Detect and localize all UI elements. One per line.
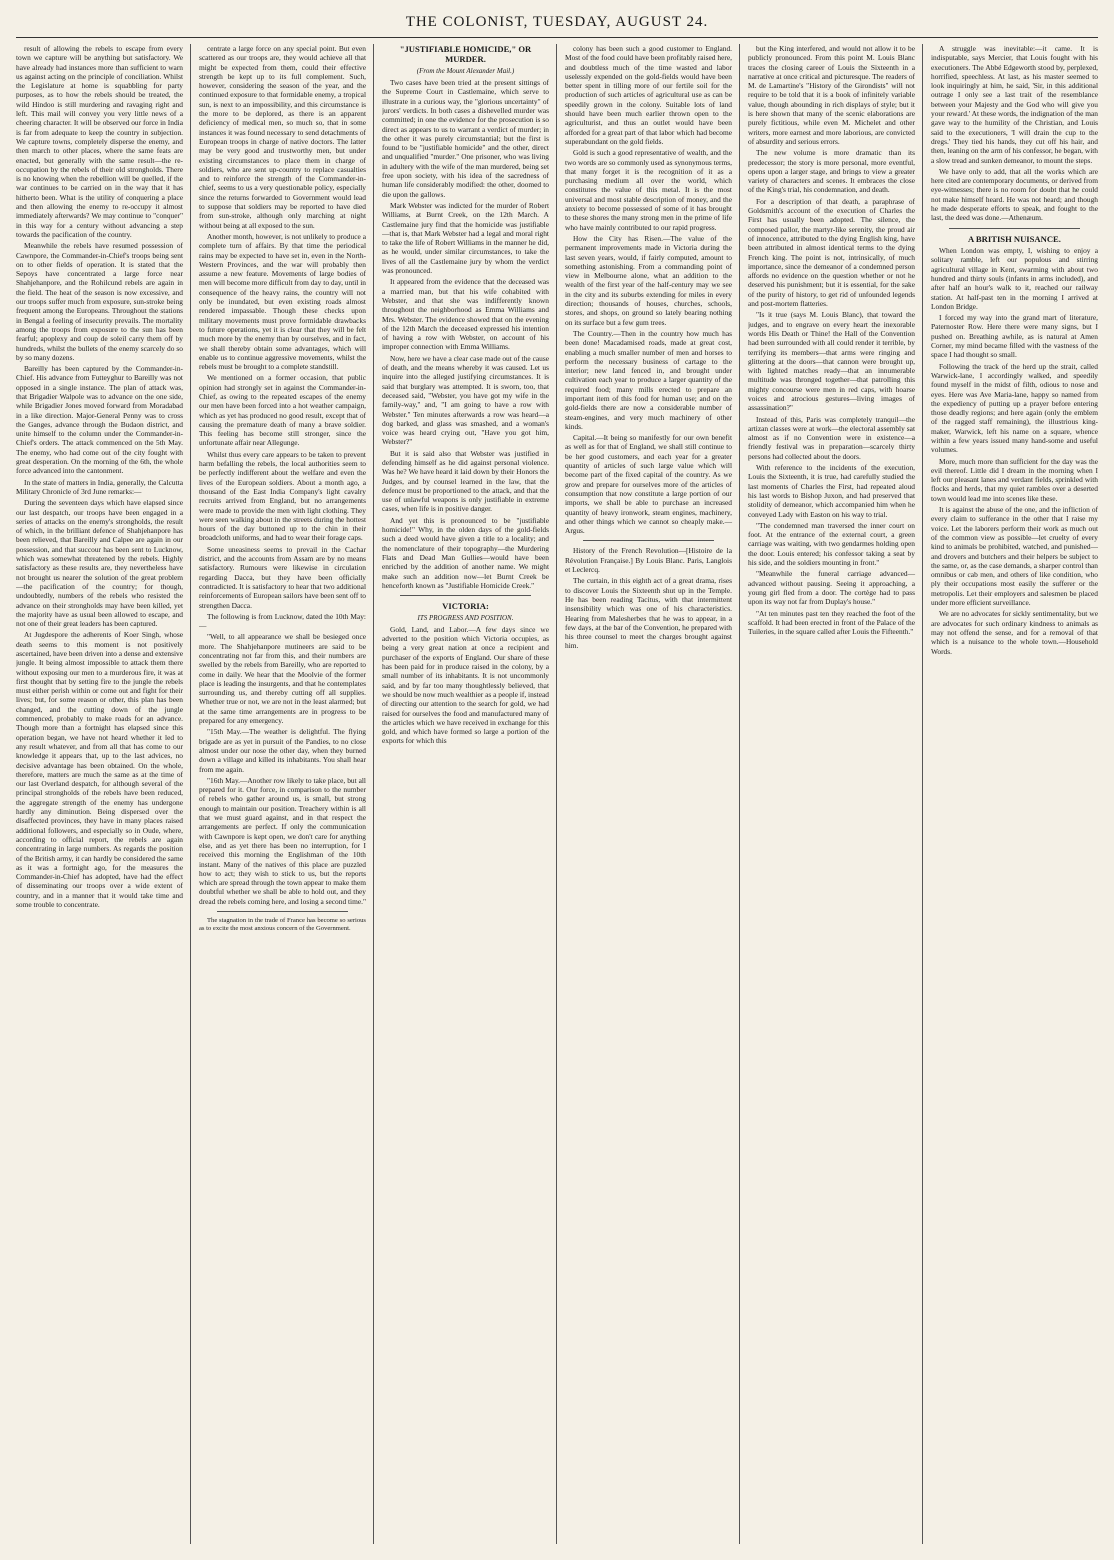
paragraph: centrate a large force on any special point. But even scattered as our troops are, they would achieve all that might be expected from them, could their effective strength be kept up to its full complement. Such, however, considering the season of the year, and the continued exposure to that formidable enemy, a tropical sun, is next to an impossibility, and this circumstance is the more to be deplored, as there is an apparent deficiency of medical men, so much so, that in some instances it was found necessary to send detachments of European troops in charge of native doctors. The latter may be very good and trustworthy men, but under existing circumstances to place them in charge of soldiers, who are sent up-country to replace casualties and to reinforce the strength of the Commander-in-chief, seems to us a very questionable policy, especially since the returns forwarded to Government would lead to suppose that soldiers may be reported to have died from sun-stroke, although only marching at night without being at all exposed to the sun. (199, 44, 366, 230)
paragraph: Whilst thus every care appears to be taken to prevent harm befalling the rebels, the local authorities seem to be perfectly indifferent about the welfare and even the lives of the European soldiers. About a month ago, a thousand of the East India Company's light cavalry recruits arrived from England, but no arrangements were made to provide the men with light clothing. They were seen walking about in the streets during the hottest hours of the day buttoned up to the chin in their broadcloth uniforms, and had to wear their forage caps. (199, 449, 366, 543)
paragraph: During the seventeen days which have elapsed since our last despatch, our troops have been engaged in a series of attacks on the enemy's strongholds, the result of which, in the brilliant defence of Shahjehanpore has been relieved, that Bareilly and Calpee are again in our possession, and that succour has been sent to Lucknow, which was somewhat threatened by the rebels. Highly satisfactory as these results are, they nevertheless have not brought us nearer the solution of the great problem—the pacification of the country; for though, undoubtedly, numbers of the rebels who resisted the advance on their strongholds may have been killed, yet the majority have as usual been allowed to escape, and not one of their great leaders has been captured. (16, 498, 183, 629)
paragraph: "Well, to all appearance we shall be besieged once more. The Shahjehanpore mutineers are said to be concentrating not far from this, and their numbers are swelled by the rebels from Bareilly, who are reported to come in daily. We hear that the Moolvie of the former place is leading the insurgents, and that he contemplates surrounding us, and thereby cutting off all supplies. Whether true or not, we are not in the least alarmed; but at the same time arrangements are in progress to be prepared for any emergency. (199, 632, 366, 726)
article-headline: A BRITISH NUISANCE. (968, 233, 1061, 244)
paragraph: Some uneasiness seems to prevail in the Cachar district, and the accounts from Assam are by no means satisfactory. Rumours were likewise in circulation regarding Dacca, but they have been officially contradicted. It is satisfactory to hear that two additional reinforcements of European sailors have been sent off to strengthen Dacca. (199, 544, 366, 610)
paragraph: How the City has Risen.—The value of the permanent improvements made in Victoria during the last seven years, would, if fairly computed, amount to something astonishing. From a commanding point of view in Melbourne alone, what an addition to the wealth of the first year of the half-century may we see in the city and its suburbs extending for miles in every direction; thousands of houses, churches, schools, stores, and shops, on ground so lately bearing nothing on its surface but a few gum trees. (565, 233, 732, 327)
paragraph: It is against the abuse of the one, and the infliction of every claim to sufferance in the other that I raise my voice. Let the laborers perform their work as much out of the common view as possible—let cruelty of every kind to animals be prohibited, watched, and punished—and drovers and butchers and their helpers be subject to the same, or, as the case demands, a sharper control than omnibus or cab men, and others of like condition, who ply their occupations most easily the sufferer or the metropolis. Let their employers and salesmen be placed under more efficient surveillance. (931, 505, 1098, 608)
paragraph: The new volume is more dramatic than its predecessor; the story is more personal, more eventful, opens upon a larger stage, and brings to view a greater variety of characters and scenes. It embraces the close of the King's trial, his condemnation, and death. (748, 148, 915, 195)
paragraph: Gold, Land, and Labor.—A few days since we adverted to the position which Victoria occupies, as being a very great nation at once a recipient and purchaser of the exports of England. Our share of these has been paid for in produce raised in the colony, by a small number of its inhabitants. It is not uncommonly said, and by far too many thoughtlessly believed, that we should be now much wealthier as a people if, instead of directing our attention to the search for gold, we had raised for ourselves the food and manufactured many of the articles which we have received in exchange for this gold, and which have formed so large a portion of the exports for which this (382, 624, 549, 746)
article-headline: VICTORIA: (442, 601, 489, 612)
paragraph: Now, here we have a clear case made out of the cause of death, and the means whereby it was caused. Let us inquire into the alleged justifying circumstances. It is said that burglary was attempted. It is sworn, too, that deceased said, "Webster, you have got my wife in the family-way," and, "I am going to have a row with Webster." Ten minutes afterwards a row was heard—a dog barked, and glass was smashed, and a woman's voice was heard crying out, "Have you got him, Webster?" (382, 353, 549, 447)
article-headline: "JUSTIFIABLE HOMICIDE," OR MURDER. (399, 44, 532, 65)
divider (400, 595, 531, 596)
paragraph: Bareilly has been captured by the Commander-in-Chief. His advance from Futteyghur to Bareilly was not opposed in a single instance. The plan of attack was, that Brigadier Walpole was to advance on the one side, while Brigadier Jones moved forward from Moradabad in a like direction. Major-General Penny was to cross the Ganges, advance through the Budaon district, and unite himself to the column under the Commander-in-Chief's orders. The attack commenced on the 5th May. The enemy, who had come out of the city fought with great desperation. On the morning of the 6th, the whole force advanced into the cantonment. (16, 364, 183, 476)
column-6 (931, 44, 1098, 1544)
paragraph: Capital.—It being so manifestly for our own benefit as well as for that of England, we shall still continue to be her good customers, and each year for a greater quantity of articles of such large value which will become part of the fixed capital of the country. As we grow and prepare for ourselves more of the articles of consumption that now constitute a large portion of our imports, we shall be able to purchase an increased quantity of heavy ironwork, steam engines, machinery, and other things which we cannot so cheaply make.—Argus. (565, 433, 732, 536)
divider (949, 228, 1080, 229)
paragraph: I forced my way into the grand mart of literature, Paternoster Row. Here there were many signs, but I pushed on. Breathing awhile, as is natural at Amen Corner, my mind became filled with the vastness of the space I had thought so small. (931, 313, 1098, 360)
article-subheadline: ITS PROGRESS AND POSITION. (417, 613, 514, 622)
paragraph: We mentioned on a former occasion, that public opinion had strongly set in against the Commander-in-Chief, as owing to the repeated escapes of the enemy our men have been forced into a hot weather campaign, which as yet has produced no good result, except that of causing the premature death of many a brave soldier. This feeling has become still stronger, since the unfortunate affair near Allegunge. (199, 373, 366, 448)
paragraph: "The condemned man traversed the inner court on foot. At the entrance of the external court, a green carriage was waiting, with two gendarmes holding open the door. Louis entered; his confessor taking a seat by his side, and the soldiers mounting in front." (748, 520, 915, 568)
paragraph: We are no advocates for sickly sentimentality, but we are advocates for such ordinary kindness to animals as may not offend the sense, and for a removal of that which is a nuisance to the whole town.—Household Words. (931, 609, 1098, 656)
paragraph: "15th May.—The weather is delightful. The flying brigade are as yet in pursuit of the Pandies, to no close almost under our nose the other day, when they burned down a village and killed its inhabitants. You shall hear from me again. (199, 727, 366, 774)
paragraph: It appeared from the evidence that the deceased was a married man, but that his wife cohabited with Webster, and that she was indifferently known throughout the neighborhood as Emma Williams and Mrs. Webster. The evidence showed that on the evening of the 12th March the deceased expressed his intention of having a row with Webster, on account of his improper connection with Emma Williams. (382, 277, 549, 352)
divider (583, 540, 714, 541)
column-2 (199, 44, 374, 1544)
paragraph: When London was empty, I, wishing to enjoy a solitary ramble, left our populous and stirring agricultural village in Kent, swarming with about two hundred and thirty souls (infants in arms included), and after half an hour's walk to it, reached our railway station. At half-past ten in the morning I arrived at London Bridge. (931, 246, 1098, 311)
paragraph: Another month, however, is not unlikely to produce a complete turn of affairs. By that time the periodical rains may be expected to have set in, even in the North-Western Provinces, and the war will probably then assume a new feature. Movements of large bodies of men will become more difficult from day to day, until in consequence of the heavy rains, the country will not only be inundated, but even existing roads almost rendered impassable. Though these checks upon military movements must prove formidable drawbacks to future operations, yet it is clear that they will be felt much more by the enemy than by ourselves, and in fact, we shall thereby obtain some advantages, which will enable us to continue aggressive movements, whilst the rebels must be brought to a complete standstill. (199, 231, 366, 372)
paragraph: But it is said also that Webster was justified in defending himself as he did against personal violence. Was he? We have heard it laid down by their Honors the Judges, and by counsel learned in the law, that the defence must be proportioned to the attack, and that the use of unlawful weapons is only justifiable in extreme cases, when life is in positive danger. (382, 448, 549, 514)
paragraph: The following is from Lucknow, dated the 10th May:— (199, 611, 366, 631)
paragraph: "Is it true (says M. Louis Blanc), that toward the judges, and to engrave on every heart the inexorable words His Death or Thine! the Hall of the Convention had been surrounded with all could render it terrible, by terrifying its members—that arms were ringing and glittering at the doors—that cannon were brought up, with lighted matches ready—that an innumerable multitude was thronged together—that patrolling this mighty concourse were men in red caps, with hoarse voices and atrocious gestures—living images of assassination?" (748, 310, 915, 413)
footnote: The stagnation in the trade of France has become so serious as to excite the most anxious concern of the Government. (199, 917, 366, 933)
paragraph: More, much more than sufficient for the day was the evil thereof. Little did I dream in the morning when I left our pleasant lanes and verdant fields, sprinkled with flocks and herds, that my quiet rambles over a deserted town would lead me into scenes like these. (931, 456, 1098, 503)
paragraph: colony has been such a good customer to England. Most of the food could have been profitably raised here, and doubtless much of the time wasted and labor uselessly expended on the gold-fields would have been better spent in tilling more of our fertile soil for the production of such articles of agricultural use as can be speedily grown in the colony. Suitable lots of land should have been much earlier thrown open to the agriculturist, and thus an outlet would have been afforded for a great part of that labor which had become superabundant on the gold fields. (565, 44, 732, 146)
paragraph: Mark Webster was indicted for the murder of Robert Williams, at Burnt Creek, on the 12th March. A Castlemaine jury find that the homicide was justifiable—that is, that Mark Webster had a legal and moral right to take the life of Robert Williams in the manner he did, as he would, under similar circumstances, to take the lives of all the Castlemaine jury by whom the verdict was pronounced. (382, 200, 549, 276)
divider (217, 911, 348, 912)
paragraph: Two cases have been tried at the present sittings of the Supreme Court in Castlemaine, which serve to illustrate in a curious way, the "glorious uncertainty" of jurors' verdicts. In both cases a dishevelled murder was committed; in one the evidence for the prosecution is so direct as appears to us to warrant a verdict of murder; in the other it was purely circumstantial; but the first is found to be "justifiable homicide" and the other, direct and unqualified "murder." One prisoner, who was living in adultery with the wife of the man murdered, being set free upon society, with his idea of the sacredness of human life considerably modified: the other, doomed to die upon the gallows. (382, 78, 549, 199)
paragraph: "At ten minutes past ten they reached the foot of the scaffold. It had been erected in front of the Palace of the Tuileries, in the square called after Louis the Fifteenth." (748, 608, 915, 637)
columns (16, 44, 1098, 1544)
paragraph: And yet this is pronounced to be "justifiable homicide!" Why, in the olden days of the gold-fields such a deed would have given a title to a locality; and the nomenclature of their topography—the Murdering Flats and Dead Man Gullies—would have been enriched by the addition of another name. We might make such an addition now—let Burnt Creek be henceforth known as "Justifiable Homicide Creek." (382, 515, 549, 590)
paragraph: "Meanwhile the funeral carriage advanced—advanced without pausing. Seeing it approaching, a young girl fled from a door. The cortège had to pass upon its way not far from Duplay's house." (748, 569, 915, 607)
paragraph: The curtain, in this eighth act of a great drama, rises to discover Louis the Sixteenth shut up in the Temple. He has been reading Tacitus, with that intermittent insensibility which was one of his characteristics. Hearing from Malesherbes that he was to appear, in a few days, at the bar of the Convention, he prepared with his three counsel to meet the charges brought against him. (565, 576, 732, 651)
column-5 (748, 44, 923, 1544)
paragraph: result of allowing the rebels to escape from every town we capture will be anything but satisfactory. We have already had instances more than sufficient to warn us against acting on the principle of conciliation. Whilst the Legislature at home is squabbling for party purposes, as to how the rebels should be treated, the wild Hindoo is still murdering and ravaging right and left. This mail will convey you very little news of a cheering character. It will be observed our force in India is far from adequate to keep the country in subjection. We capture towns, completely disperse the enemy, and then march to other places, where the same feats are enacted, but generally with the same result—the re-occupation by the rebels of their old strongholds. There is no knowing when the rebellion will be quelled, if the war continues to be carried on in the way that it has hitherto been. What is the utility of conquering a place and then allowing the enemy to re-occupy it almost immediately afterwards? We may continue to "conquer" in this way for a century without advancing a step towards the pacification of the country. (16, 44, 183, 239)
paragraph: A struggle was inevitable:—it came. It is indisputable, says Mercier, that Louis fought with his executioners. The Abbé Edgeworth stood by, perplexed, horrified, speechless. At last, as his master seemed to look inquiringly at him, he said, 'Sir, in this additional outrage I only see a last trait of the resemblance between your Majesty and the God who will give you your reward.' At these words, the indignation of the man gave way to the humility of the Christian, and Louis said to the executioners, 'I will drain the cup to the dregs.' They tied his hands, they cut off his hair, and then, leaning on the arm of his confessor, he began, with a slow tread and sunken demeanor, to mount the steps. (931, 44, 1098, 165)
masthead: THE COLONIST, TUESDAY, AUGUST 24. (16, 14, 1098, 38)
paragraph: For a description of that death, a paraphrase of Goldsmith's account of the execution of Charles the First has usually been adopted. The silence, the composed pallor, the martyr-like serenity, the proud air of innocence, attributed to the dying English king, have been attributed in almost identical terms to the dying French king. The point is not, intrinsically, of much importance, since the demeanor of a condemned person affords no evidence on the question whether or not he deserved his punishment; but it is essential, for the sake of the purity of history, to get rid of unfounded legends and post-mortem flatteries. (748, 196, 915, 309)
paragraph: Following the track of the herd up the strait, called Warwick-lane, I accordingly walked, and speedily found myself in the midst of filth, odious to nose and eyes. Here was Ave Maria-lane, happy so named from the expediency of putting up a prayer before entering those deadly regions; and here again (only the emblem of the ragged staff remaining), the illustrious king-maker, Warwick, left his name on a square, whence within a few years issued many hand-some and useful volumes. (931, 361, 1098, 455)
paragraph: Instead of this, Paris was completely tranquil—the artizan classes were at work—the electoral assembly sat almost as if no Convention were in existence—a friendly festival was in preparation—scarcely thirty persons had collected about the doors. (748, 414, 915, 461)
paragraph: Meanwhile the rebels have resumed possession of Cawnpore, the Commander-in-Chief's troops being sent on to other fields of operation. It is stated that the Sepoys have concentrated a large force near Shahjehanpore, and the Rohilcund rebels are again in the field. The heat of the season is now excessive, and our troops suffer much from exposure, sun-stroke being frequent among the Europeans. Throughout the stations in Bengal a feeling of insecurity prevails. The mortality among the troops from exposure to the sun has been fearful; apoplexy and coup de soleil carry them off by hundreds, whilst the bullets of the enemy scarcely do so by so many dozens. (16, 241, 183, 362)
paragraph: Gold is such a good representative of wealth, and the two words are so commonly used as synonymous terms, that many forget it is the recognition of it as a purchasing medium all over the world, which constitutes the value of this metal. It is the most universal and most stable description of money, and the anxiety to become possessed of some of it has brought to these shores the many strong men in the prime of life who have mainly contributed to our rapid progress. (565, 148, 732, 232)
column-3 (382, 44, 557, 1544)
paragraph: but the King interfered, and would not allow it to be publicly pronounced. From this point M. Louis Blanc traces the closing career of Louis the Sixteenth in a narrative at once critical and picturesque. The readers of M. de Lamartine's "History of the Girondists" will not require to be told that it is a book of infinitely variable value, though abounding in rich displays of style; but it is here shown that many of the scenic elaborations are purely fictitious, while even M. Michelet and other writers, more earnest and more laborious, are convicted of absurdity and serious errors. (748, 44, 915, 146)
paragraph: At Jugdespore the adherents of Koer Singh, whose death seems to this moment is not positively ascertained, have been driven into a dense and extensive jungle. It being almost impossible to attack them there without exposing our men to a murderous fire, it was at first thought that by setting fire to the jungle the rebels must either perish within or come out and fight for their lives; but, for some reason or other, this plan has been changed, and the cutting down of the jungle commenced, probably to make roads for an advance. Though more than a fortnight has elapsed since this operation began, we have not heard whether it led to any result whatever, and from all that has come to our knowledge it appears that, up to the last advices, no decisive advantage has been obtained. On the whole, therefore, matters are much the same as at the time of our last Overland despatch, for although several of the principal strongholds of the rebels have been reduced, the aggregate strength of the enemy has undergone hardly any diminution. Being dispersed over the disaffected provinces, they have in many places raised additional followers, and especially so in Oude, where, according to official report, the rebels are again concentrating in large numbers. As regards the position of the British army, it can hardly be considered the same as it was a fortnight ago, for the measures the Commander-in-Chief has adopted, have had the effect of disseminating our troops over a wide extent of country, and in a manner that it would take time and some trouble to concentrate. (16, 630, 183, 910)
paragraph: We have only to add, that all the works which are here cited are contemporary documents, or derived from eye-witnesses; there is no room for doubt that he could not make himself heard. He was not heard; and though he made desperate efforts to speak, and fought to the last, the deed was done.—Athenæum. (931, 166, 1098, 223)
paragraph: In the state of matters in India, generally, the Calcutta Military Chronicle of 3rd June remarks:— (16, 477, 183, 496)
paragraph: "16th May.—Another row likely to take place, but all prepared for it. Our force, in comparison to the number of rebels who gather around us, is small, but strong enough to maintain our position. Treachery within is all that we must guard against, and in that respect the arrangements are perfect. If only the communication with Cawnpore is kept open, we don't care for anything else, and as yet there has been no interruption, for I received this morning the Englishman of the 10th instant. Many of the natives of this place are puzzled how to act; they wish to stick to us, but the reports which are spread through the town appear to make them doubtful whether we shall be able to hold out, and they dread the rebels coming here, and losing a second time." (199, 775, 366, 906)
paragraph: With reference to the incidents of the execution, Louis the Sixteenth, it is true, had carefully studied the last moments of Charles the First, had repeated aloud his last words to Bishop Juxon, and had preserved that stolidity of demeanor, which accompanied him when he conveyed Lady with Easton on his way to trial. (748, 463, 915, 519)
article-source: (From the Mount Alexander Mail.) (416, 66, 515, 75)
column-1 (16, 44, 191, 1544)
review-heading: History of the French Revolution—[Histoire de la Révolution Française.] By Louis Blanc. Paris, Langlois et Leclercq. (565, 546, 732, 575)
paragraph: The Country.—Then in the country how much has been done! Macadamised roads, made at great cost, enabling a much smaller number of men and horses to perform the necessary business of cartage to the interior; new land fenced in, and brought under cultivation each year to produce a larger quantity of the required food; many mills erected to prepare an important item of this food for human use; and on the gold-fields there are now a considerable number of steam-engines, and very much machinery of other kinds. (565, 328, 732, 431)
column-4 (565, 44, 740, 1544)
